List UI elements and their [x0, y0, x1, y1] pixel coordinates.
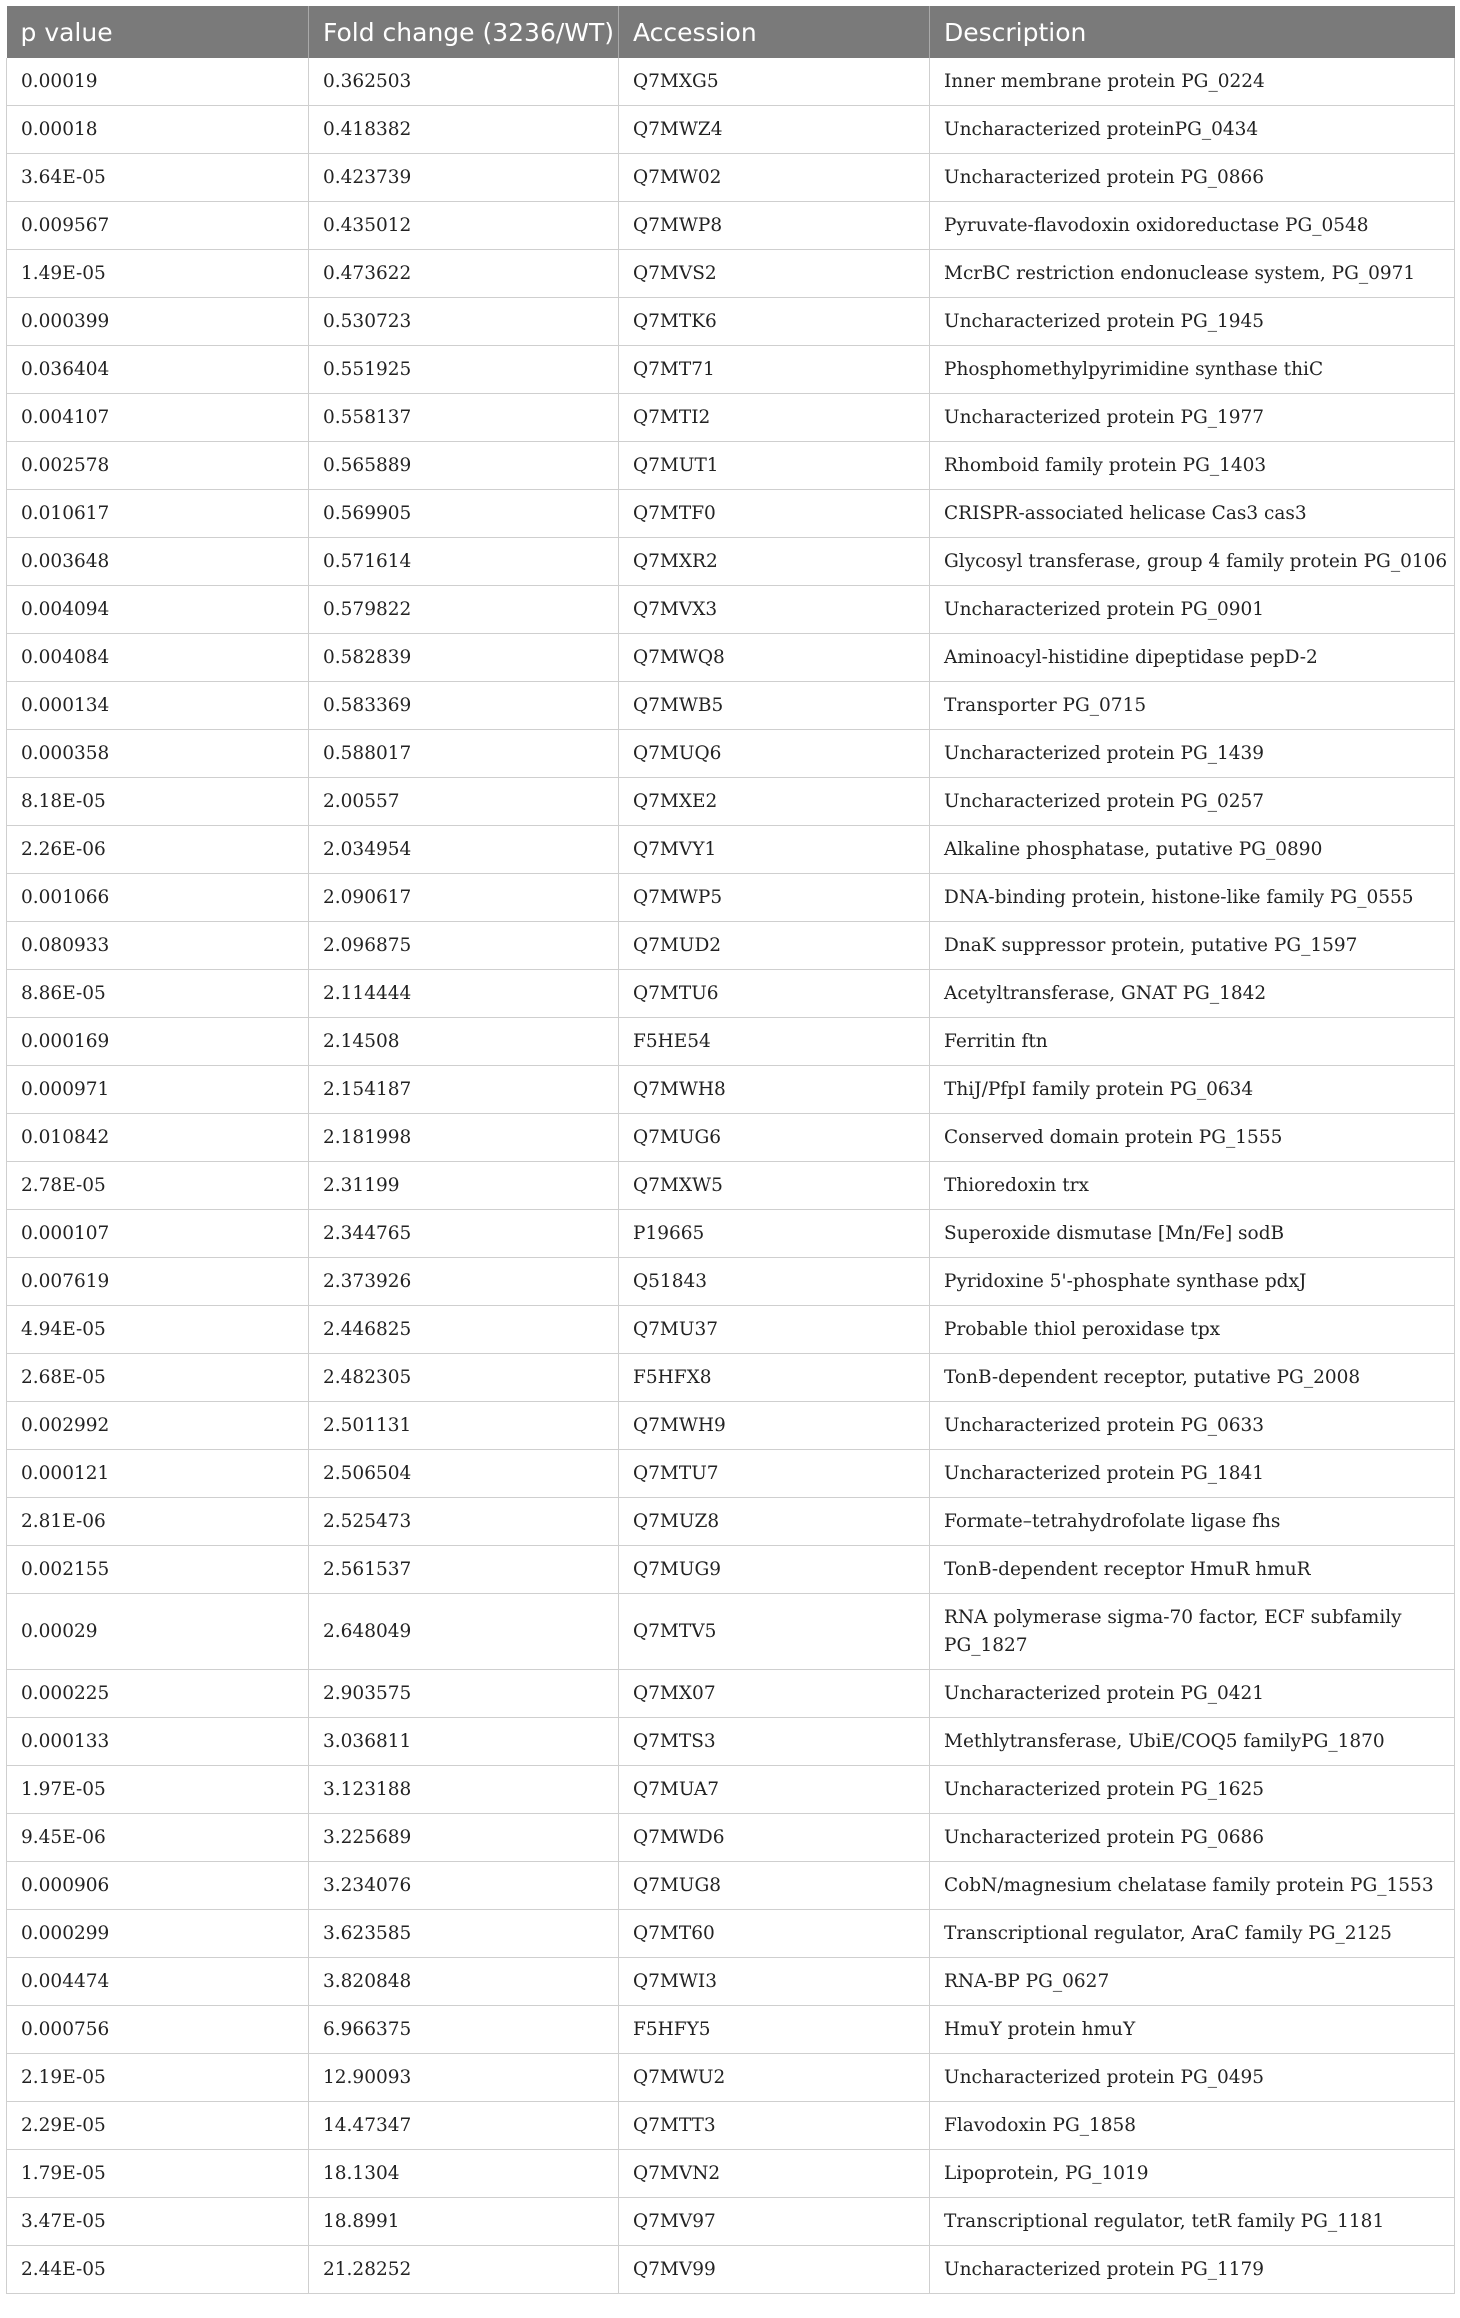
cell-fold-change: 0.423739 — [309, 154, 619, 202]
cell-accession: Q7MUG9 — [619, 1546, 930, 1594]
cell-description: Uncharacterized protein PG_1179 — [930, 2246, 1455, 2294]
table-row — [7, 442, 1455, 490]
cell-description: Uncharacterized protein PG_0257 — [930, 778, 1455, 826]
cell-description: Uncharacterized protein PG_1945 — [930, 298, 1455, 346]
cell-p-value: 0.004084 — [7, 634, 309, 682]
cell-accession: Q7MXR2 — [619, 538, 930, 586]
cell-accession: Q7MTU6 — [619, 970, 930, 1018]
cell-p-value: 0.000134 — [7, 682, 309, 730]
table-row — [7, 1814, 1455, 1862]
cell-p-value: 1.49E-05 — [7, 250, 309, 298]
cell-accession: Q7MWZ4 — [619, 106, 930, 154]
cell-description: CRISPR-associated helicase Cas3 cas3 — [930, 490, 1455, 538]
cell-description: Pyruvate-flavodoxin oxidoreductase PG_0548 — [930, 202, 1455, 250]
cell-p-value: 1.97E-05 — [7, 1766, 309, 1814]
cell-description: Alkaline phosphatase, putative PG_0890 — [930, 826, 1455, 874]
cell-fold-change: 6.966375 — [309, 2006, 619, 2054]
cell-fold-change: 0.579822 — [309, 586, 619, 634]
table-row — [7, 970, 1455, 1018]
cell-accession: Q7MX07 — [619, 1670, 930, 1718]
cell-description: HmuY protein hmuY — [930, 2006, 1455, 2054]
cell-p-value: 8.18E-05 — [7, 778, 309, 826]
cell-description: ThiJ/PfpI family protein PG_0634 — [930, 1066, 1455, 1114]
table-row — [7, 1258, 1455, 1306]
cell-fold-change: 0.571614 — [309, 538, 619, 586]
cell-description: Pyridoxine 5'-phosphate synthase pdxJ — [930, 1258, 1455, 1306]
cell-description: Uncharacterized protein PG_0421 — [930, 1670, 1455, 1718]
table-row — [7, 1594, 1455, 1670]
cell-accession: Q7MTK6 — [619, 298, 930, 346]
table-row — [7, 2054, 1455, 2102]
cell-accession: Q7MXG5 — [619, 58, 930, 106]
cell-accession: Q51843 — [619, 1258, 930, 1306]
cell-description: Lipoprotein, PG_1019 — [930, 2150, 1455, 2198]
table-row — [7, 490, 1455, 538]
table-row — [7, 1766, 1455, 1814]
cell-p-value: 0.000133 — [7, 1718, 309, 1766]
cell-description: Superoxide dismutase [Mn/Fe] sodB — [930, 1210, 1455, 1258]
table-row — [7, 2150, 1455, 2198]
cell-p-value: 0.00018 — [7, 106, 309, 154]
cell-fold-change: 2.344765 — [309, 1210, 619, 1258]
cell-accession: Q7MTU7 — [619, 1450, 930, 1498]
table-row — [7, 202, 1455, 250]
table-row — [7, 1210, 1455, 1258]
cell-p-value: 0.004474 — [7, 1958, 309, 2006]
cell-p-value: 0.003648 — [7, 538, 309, 586]
cell-p-value: 9.45E-06 — [7, 1814, 309, 1862]
cell-accession: Q7MTV5 — [619, 1594, 930, 1670]
cell-fold-change: 2.181998 — [309, 1114, 619, 1162]
table-row — [7, 1450, 1455, 1498]
cell-fold-change: 2.034954 — [309, 826, 619, 874]
cell-description: Ferritin ftn — [930, 1018, 1455, 1066]
table-row — [7, 1066, 1455, 1114]
cell-description: McrBC restriction endonuclease system, PG_0971 — [930, 250, 1455, 298]
table-row — [7, 2198, 1455, 2246]
cell-description: Flavodoxin PG_1858 — [930, 2102, 1455, 2150]
cell-fold-change: 3.623585 — [309, 1910, 619, 1958]
cell-p-value: 0.000225 — [7, 1670, 309, 1718]
cell-accession: Q7MTS3 — [619, 1718, 930, 1766]
cell-p-value: 0.080933 — [7, 922, 309, 970]
cell-accession: Q7MTT3 — [619, 2102, 930, 2150]
cell-accession: Q7MXE2 — [619, 778, 930, 826]
table-row — [7, 730, 1455, 778]
cell-description: TonB-dependent receptor HmuR hmuR — [930, 1546, 1455, 1594]
cell-fold-change: 2.154187 — [309, 1066, 619, 1114]
cell-description: Uncharacterized protein PG_0633 — [930, 1402, 1455, 1450]
cell-fold-change: 2.482305 — [309, 1354, 619, 1402]
cell-description: Uncharacterized protein PG_1977 — [930, 394, 1455, 442]
cell-description: Uncharacterized proteinPG_0434 — [930, 106, 1455, 154]
header-row — [7, 6, 1455, 58]
table-header — [7, 6, 1455, 58]
cell-description: Methlytransferase, UbiE/COQ5 familyPG_1870 — [930, 1718, 1455, 1766]
cell-accession: Q7MT71 — [619, 346, 930, 394]
cell-accession: Q7MUT1 — [619, 442, 930, 490]
cell-accession: Q7MXW5 — [619, 1162, 930, 1210]
cell-accession: Q7MU37 — [619, 1306, 930, 1354]
cell-accession: Q7MW02 — [619, 154, 930, 202]
cell-p-value: 8.86E-05 — [7, 970, 309, 1018]
cell-fold-change: 2.373926 — [309, 1258, 619, 1306]
cell-description: Formate–tetrahydrofolate ligase fhs — [930, 1498, 1455, 1546]
cell-accession: Q7MV97 — [619, 2198, 930, 2246]
table-row — [7, 2246, 1455, 2294]
cell-p-value: 4.94E-05 — [7, 1306, 309, 1354]
cell-accession: Q7MVS2 — [619, 250, 930, 298]
cell-accession: P19665 — [619, 1210, 930, 1258]
cell-p-value: 3.64E-05 — [7, 154, 309, 202]
table-row — [7, 298, 1455, 346]
cell-accession: Q7MUG6 — [619, 1114, 930, 1162]
cell-p-value: 0.002578 — [7, 442, 309, 490]
cell-description: Transporter PG_0715 — [930, 682, 1455, 730]
header-accession: Accession — [619, 6, 930, 58]
cell-p-value: 0.000169 — [7, 1018, 309, 1066]
table-row — [7, 922, 1455, 970]
table-row — [7, 1402, 1455, 1450]
header-fold-change: Fold change (3236/WT) — [309, 6, 619, 58]
cell-description: RNA-BP PG_0627 — [930, 1958, 1455, 2006]
table-row — [7, 2006, 1455, 2054]
cell-fold-change: 3.123188 — [309, 1766, 619, 1814]
cell-accession: Q7MUZ8 — [619, 1498, 930, 1546]
cell-fold-change: 0.583369 — [309, 682, 619, 730]
table-row — [7, 346, 1455, 394]
cell-fold-change: 2.14508 — [309, 1018, 619, 1066]
cell-accession: Q7MWP8 — [619, 202, 930, 250]
table-row — [7, 778, 1455, 826]
table-row — [7, 1498, 1455, 1546]
cell-p-value: 0.00019 — [7, 58, 309, 106]
protein-fold-change-table — [6, 6, 1455, 2294]
cell-p-value: 3.47E-05 — [7, 2198, 309, 2246]
cell-p-value: 0.000358 — [7, 730, 309, 778]
cell-p-value: 2.78E-05 — [7, 1162, 309, 1210]
cell-p-value: 0.002992 — [7, 1402, 309, 1450]
cell-accession: Q7MUA7 — [619, 1766, 930, 1814]
cell-p-value: 0.004107 — [7, 394, 309, 442]
protein-table-container — [6, 6, 1454, 2294]
table-row — [7, 586, 1455, 634]
cell-description: Uncharacterized protein PG_0901 — [930, 586, 1455, 634]
cell-fold-change: 2.090617 — [309, 874, 619, 922]
cell-fold-change: 2.648049 — [309, 1594, 619, 1670]
cell-p-value: 0.036404 — [7, 346, 309, 394]
header-description: Description — [930, 6, 1455, 58]
cell-fold-change: 12.90093 — [309, 2054, 619, 2102]
cell-accession: F5HE54 — [619, 1018, 930, 1066]
cell-p-value: 0.000107 — [7, 1210, 309, 1258]
cell-fold-change: 2.446825 — [309, 1306, 619, 1354]
cell-description: Glycosyl transferase, group 4 family protein PG_0106 — [930, 538, 1455, 586]
cell-fold-change: 0.588017 — [309, 730, 619, 778]
cell-accession: F5HFX8 — [619, 1354, 930, 1402]
cell-accession: Q7MWB5 — [619, 682, 930, 730]
table-row — [7, 682, 1455, 730]
cell-fold-change: 0.551925 — [309, 346, 619, 394]
table-row — [7, 154, 1455, 202]
cell-description: Uncharacterized protein PG_0495 — [930, 2054, 1455, 2102]
cell-fold-change: 2.903575 — [309, 1670, 619, 1718]
table-row — [7, 1114, 1455, 1162]
cell-fold-change: 3.225689 — [309, 1814, 619, 1862]
cell-accession: Q7MVN2 — [619, 2150, 930, 2198]
cell-accession: Q7MWQ8 — [619, 634, 930, 682]
cell-description: Probable thiol peroxidase tpx — [930, 1306, 1455, 1354]
cell-description: CobN/magnesium chelatase family protein PG_1553 — [930, 1862, 1455, 1910]
cell-accession: Q7MVX3 — [619, 586, 930, 634]
cell-p-value: 2.44E-05 — [7, 2246, 309, 2294]
cell-fold-change: 3.234076 — [309, 1862, 619, 1910]
table-row — [7, 1670, 1455, 1718]
cell-accession: Q7MWP5 — [619, 874, 930, 922]
cell-p-value: 1.79E-05 — [7, 2150, 309, 2198]
cell-p-value: 2.81E-06 — [7, 1498, 309, 1546]
cell-accession: Q7MTF0 — [619, 490, 930, 538]
cell-description: RNA polymerase sigma-70 factor, ECF subfamily PG_1827 — [930, 1594, 1455, 1670]
header-p-value: p value — [7, 6, 309, 58]
cell-description: DnaK suppressor protein, putative PG_1597 — [930, 922, 1455, 970]
cell-p-value: 0.000971 — [7, 1066, 309, 1114]
cell-accession: Q7MUG8 — [619, 1862, 930, 1910]
table-row — [7, 394, 1455, 442]
cell-p-value: 0.000906 — [7, 1862, 309, 1910]
cell-fold-change: 2.561537 — [309, 1546, 619, 1594]
cell-description: Aminoacyl-histidine dipeptidase pepD-2 — [930, 634, 1455, 682]
cell-accession: Q7MT60 — [619, 1910, 930, 1958]
cell-fold-change: 0.530723 — [309, 298, 619, 346]
table-row — [7, 1354, 1455, 1402]
cell-description: Inner membrane protein PG_0224 — [930, 58, 1455, 106]
cell-p-value: 0.010617 — [7, 490, 309, 538]
cell-description: Uncharacterized protein PG_0866 — [930, 154, 1455, 202]
cell-p-value: 0.001066 — [7, 874, 309, 922]
table-row — [7, 538, 1455, 586]
cell-fold-change: 0.435012 — [309, 202, 619, 250]
cell-p-value: 0.004094 — [7, 586, 309, 634]
cell-description: Acetyltransferase, GNAT PG_1842 — [930, 970, 1455, 1018]
cell-fold-change: 0.565889 — [309, 442, 619, 490]
cell-accession: Q7MUQ6 — [619, 730, 930, 778]
cell-accession: Q7MV99 — [619, 2246, 930, 2294]
cell-fold-change: 0.558137 — [309, 394, 619, 442]
table-row — [7, 1546, 1455, 1594]
cell-fold-change: 2.506504 — [309, 1450, 619, 1498]
cell-fold-change: 3.820848 — [309, 1958, 619, 2006]
table-row — [7, 634, 1455, 682]
cell-p-value: 0.000399 — [7, 298, 309, 346]
cell-fold-change: 0.418382 — [309, 106, 619, 154]
table-row — [7, 1910, 1455, 1958]
cell-accession: Q7MWD6 — [619, 1814, 930, 1862]
cell-fold-change: 2.00557 — [309, 778, 619, 826]
cell-fold-change: 0.473622 — [309, 250, 619, 298]
cell-accession: Q7MWH8 — [619, 1066, 930, 1114]
table-row — [7, 1018, 1455, 1066]
table-row — [7, 874, 1455, 922]
table-row — [7, 826, 1455, 874]
cell-description: Transcriptional regulator, AraC family PG_2125 — [930, 1910, 1455, 1958]
cell-accession: F5HFY5 — [619, 2006, 930, 2054]
cell-fold-change: 0.569905 — [309, 490, 619, 538]
cell-fold-change: 2.525473 — [309, 1498, 619, 1546]
cell-description: Uncharacterized protein PG_0686 — [930, 1814, 1455, 1862]
cell-accession: Q7MWH9 — [619, 1402, 930, 1450]
cell-description: Uncharacterized protein PG_1439 — [930, 730, 1455, 778]
cell-description: Phosphomethylpyrimidine synthase thiC — [930, 346, 1455, 394]
cell-accession: Q7MWU2 — [619, 2054, 930, 2102]
cell-description: TonB-dependent receptor, putative PG_2008 — [930, 1354, 1455, 1402]
cell-description: Uncharacterized protein PG_1625 — [930, 1766, 1455, 1814]
cell-description: Thioredoxin trx — [930, 1162, 1455, 1210]
table-row — [7, 1862, 1455, 1910]
cell-p-value: 0.00029 — [7, 1594, 309, 1670]
table-body — [7, 58, 1455, 2294]
cell-fold-change: 21.28252 — [309, 2246, 619, 2294]
table-row — [7, 1306, 1455, 1354]
cell-fold-change: 2.501131 — [309, 1402, 619, 1450]
cell-fold-change: 2.31199 — [309, 1162, 619, 1210]
cell-p-value: 0.009567 — [7, 202, 309, 250]
cell-p-value: 2.19E-05 — [7, 2054, 309, 2102]
cell-fold-change: 0.582839 — [309, 634, 619, 682]
cell-description: DNA-binding protein, histone-like family PG_0555 — [930, 874, 1455, 922]
cell-description: Uncharacterized protein PG_1841 — [930, 1450, 1455, 1498]
cell-p-value: 2.68E-05 — [7, 1354, 309, 1402]
cell-p-value: 0.010842 — [7, 1114, 309, 1162]
cell-p-value: 0.007619 — [7, 1258, 309, 1306]
cell-p-value: 2.29E-05 — [7, 2102, 309, 2150]
cell-accession: Q7MWI3 — [619, 1958, 930, 2006]
cell-description: Conserved domain protein PG_1555 — [930, 1114, 1455, 1162]
cell-fold-change: 2.114444 — [309, 970, 619, 1018]
cell-description: Rhomboid family protein PG_1403 — [930, 442, 1455, 490]
cell-fold-change: 0.362503 — [309, 58, 619, 106]
table-row — [7, 1958, 1455, 2006]
table-row — [7, 2102, 1455, 2150]
cell-fold-change: 2.096875 — [309, 922, 619, 970]
table-row — [7, 1162, 1455, 1210]
cell-accession: Q7MUD2 — [619, 922, 930, 970]
cell-p-value: 0.000756 — [7, 2006, 309, 2054]
cell-fold-change: 14.47347 — [309, 2102, 619, 2150]
table-row — [7, 106, 1455, 154]
table-row — [7, 58, 1455, 106]
table-row — [7, 1718, 1455, 1766]
cell-fold-change: 18.8991 — [309, 2198, 619, 2246]
cell-accession: Q7MVY1 — [619, 826, 930, 874]
cell-p-value: 0.000299 — [7, 1910, 309, 1958]
cell-fold-change: 18.1304 — [309, 2150, 619, 2198]
cell-fold-change: 3.036811 — [309, 1718, 619, 1766]
cell-p-value: 0.002155 — [7, 1546, 309, 1594]
table-row — [7, 250, 1455, 298]
cell-p-value: 2.26E-06 — [7, 826, 309, 874]
cell-accession: Q7MTI2 — [619, 394, 930, 442]
cell-description: Transcriptional regulator, tetR family PG_1181 — [930, 2198, 1455, 2246]
cell-p-value: 0.000121 — [7, 1450, 309, 1498]
